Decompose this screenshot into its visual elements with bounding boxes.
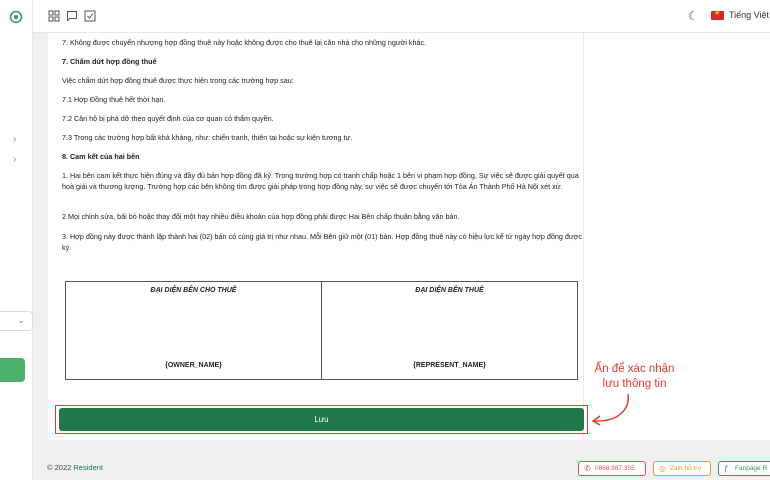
zalo-icon: ◎ (659, 464, 666, 473)
clause-7-transfer: 7. Không được chuyển nhượng hợp đồng thuê này hoặc không được cho thuê lại căn nhà cho những người khác. (62, 38, 427, 47)
owner-name: {OWNER_NAME} (165, 362, 222, 369)
sidebar-select[interactable] (0, 311, 33, 331)
checkbox-icon[interactable] (84, 10, 96, 22)
moon-icon[interactable]: ☾ (688, 9, 699, 23)
annotation-line-2: lưu thông tin (602, 378, 667, 390)
chat-icon[interactable] (66, 10, 78, 22)
fanpage-button[interactable] (718, 461, 770, 476)
topbar (33, 0, 770, 33)
annotation-arrow-icon (590, 392, 634, 428)
chevron-down-icon: ⌄ (17, 315, 25, 325)
brand-link[interactable]: Resident (73, 463, 103, 472)
represent-name: {REPRESENT_NAME} (413, 362, 486, 369)
lessee-title: ĐẠI DIỆN BÊN THUÊ (415, 287, 484, 294)
phone-icon: ✆ (584, 464, 591, 473)
chevron-right-icon[interactable]: › (13, 154, 17, 165)
signature-table (65, 281, 578, 380)
clause-7-2: 7.2 Căn hộ bị phá dỡ theo quyết định của cơ quan có thẩm quyền. (62, 114, 274, 123)
copyright-year: © 2022 (47, 463, 72, 472)
footer (33, 455, 770, 480)
clause-7-1: 7.1 Hợp Đồng thuê hết thời hạn. (62, 95, 166, 104)
sidebar-active-item[interactable] (0, 358, 25, 382)
facebook-icon: ƒ (724, 464, 729, 473)
phone-button[interactable] (578, 461, 646, 476)
grid-icon[interactable] (48, 10, 60, 22)
zalo-button[interactable] (653, 461, 711, 476)
annotation-text (587, 362, 682, 392)
divider (583, 33, 584, 440)
lessor-signature-cell (66, 282, 321, 379)
lessee-signature-cell (321, 282, 577, 379)
sidebar (0, 0, 33, 480)
language-selector[interactable]: Tiếng Việt (729, 10, 770, 20)
annotation-line-1: Ấn để xác nhận (594, 363, 675, 375)
lessor-title: ĐẠI DIỆN BÊN CHO THUÊ (150, 287, 237, 294)
vietnam-flag-icon (711, 11, 724, 20)
section-7-intro: Việc chấm dứt hợp đồng thuê được thực hiện trong các trường hợp sau: (62, 76, 294, 85)
section-7-title: 7. Chấm dứt hợp đồng thuê (62, 57, 157, 66)
phone-number: 0868.987.355 (595, 465, 635, 472)
section-8-title: 8. Cam kết của hai bên (62, 152, 140, 161)
copyright (47, 463, 103, 472)
clause-8-3: 3. Hợp đồng này được thành lập thành hai (02) bản có cùng giá trị như nhau. Mỗi Bên giữ một (01) bản. Hợp đồng thuê này có hiệu lực kể từ ngày hợp đồng được ký. (62, 232, 582, 252)
fanpage-label: Fanpage R (735, 465, 768, 472)
chevron-right-icon[interactable]: › (13, 134, 17, 145)
zalo-label: Zalo hỗ trợ (670, 465, 702, 472)
save-button[interactable]: Lưu (59, 408, 584, 431)
contract-document (62, 33, 582, 303)
logo-icon[interactable] (9, 10, 23, 24)
clause-8-2: 2 Mọi chỉnh sửa, bãi bỏ hoặc thay đổi một hay nhiều điều khoản của hợp đồng phải được Hai Bên chấp thuận bằng văn bản. (62, 212, 460, 221)
clause-7-3: 7.3 Trong các trường hợp bất khả kháng, như: chiến tranh, thiên tai hoặc sự kiện tương tự. (62, 133, 353, 142)
clause-8-1: 1. Hai bên cam kết thực hiện đúng và đầy đủ bản hợp đồng đã ký. Trong trường hợp có tranh chấp hoặc 1 bên vi phạm hợp đồng, Sự việc sẽ được giải quyết qua hoà giải và thương lượng. Trường hợp các bên không tìm được giải pháp trong hợp đồng này, sự việc sẽ được chuyển tới Tòa Án Thành Phố Hà Nội xét xử. (62, 171, 579, 191)
